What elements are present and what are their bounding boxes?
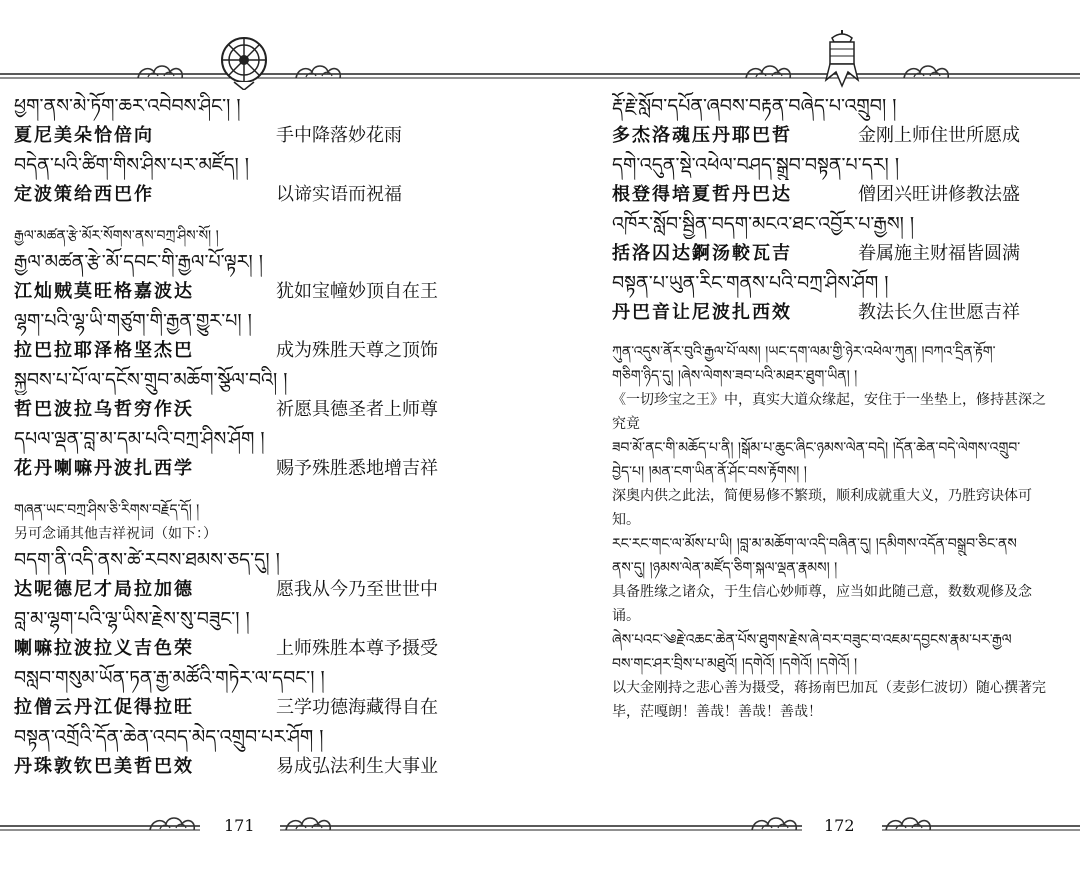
cloud-divider-icon — [746, 66, 790, 78]
phonetic-text: 达呢德尼才局拉加德 — [14, 579, 194, 600]
chinese-translation: 犹如宝幢妙顶自在王 — [276, 281, 438, 302]
verse-row — [14, 180, 464, 210]
tibetan-line: སྐྱབས་པ་པོ་ལ་དངོས་གྲུབ་མཆོག་སྩོལ་བའི། ། — [14, 369, 288, 391]
tibetan-line: དཔལ་ལྡན་བླ་མ་དམ་པའི་བཀྲ་ཤིས་ཤོག ། — [14, 428, 265, 450]
chinese-paragraph: 具备胜缘之诸众，于生信心妙师尊，应当如此随己意，数数观修及念诵。 — [612, 584, 1032, 624]
phonetic-text: 花丹喇嘛丹波扎西学 — [14, 458, 194, 479]
phonetic-text: 多杰洛魂压丹耶巴哲 — [612, 125, 792, 146]
chinese-translation: 上师殊胜本尊予摄受 — [276, 638, 438, 659]
phonetic-text: 拉巴拉耶泽格坚杰巴 — [14, 340, 194, 361]
verse-row — [14, 121, 464, 151]
tibetan-line-small: ཀུན་འདུས་ནོར་བུའི་རྒྱལ་པོ་ལས། །ཡང་དག་ལམ་གྱི་ཉེར་འཕེལ་ཀུན། །བཀའ་དྲིན་རྟོག་ — [612, 344, 996, 360]
verse-row — [14, 693, 464, 723]
phonetic-text: 江灿贼莫旺格嘉波达 — [14, 281, 194, 302]
phonetic-text: 定波策给西巴作 — [14, 184, 154, 205]
cloud-divider-icon — [904, 66, 948, 78]
tibetan-line-small: གཅིག་ཉིད་དུ། །ཞེས་ལེགས་ཟབ་པའི་མཐར་ཐུག་ཡིན། ། — [612, 368, 858, 384]
tibetan-line: དགེ་འདུན་སྡེ་འཕེལ་བཤད་སྒྲུབ་བསྟན་པ་དར། ། — [612, 154, 900, 176]
verse-row — [14, 634, 464, 664]
phonetic-text: 丹珠敦钦巴美哲巴效 — [14, 756, 194, 777]
verse-row — [612, 121, 1052, 151]
chinese-translation: 手中降落妙花雨 — [276, 125, 402, 146]
tibetan-line: བསྟན་པ་ཡུན་རིང་གནས་པའི་བཀྲ་ཤིས་ཤོག ། — [612, 272, 889, 294]
phonetic-text: 拉僧云丹江促得拉旺 — [14, 697, 194, 718]
chinese-translation: 眷属施主财福皆圆满 — [858, 243, 1020, 264]
cloud-divider-icon — [752, 818, 796, 830]
tibetan-line: འཁོར་སློབ་སྦྱིན་བདག་མངའ་ཐང་འབྱོར་པ་རྒྱས། ། — [612, 213, 915, 235]
chinese-translation: 金刚上师住世所愿成 — [858, 125, 1020, 146]
tibetan-line: ཕྱག་ནས་མེ་ཏོག་ཆར་འབེབས་ཤིང་། ། — [14, 95, 241, 117]
chinese-paragraph: 深奥内供之此法，简便易修不繁琐，顺利成就重大义，乃胜窍诀体可知。 — [612, 488, 1032, 528]
cloud-divider-icon — [286, 818, 330, 830]
verse-row — [14, 277, 464, 307]
tibetan-line: བླ་མ་ལྷག་པའི་ལྷ་ཡིས་རྗེས་སུ་བཟུང་། ། — [14, 608, 250, 630]
tibetan-line: རྡོ་རྗེ་སློབ་དཔོན་ཞབས་བརྟན་བཞེད་པ་འགྲུབ། ། — [612, 95, 897, 117]
verse-row — [612, 239, 1052, 269]
page-number: 171 — [224, 816, 255, 835]
chinese-translation: 愿我从今乃至世世中 — [276, 579, 438, 600]
instruction-note: 另可念诵其他吉祥祝词（如下：） — [14, 526, 217, 542]
phonetic-text: 夏尼美朵恰倍向 — [14, 125, 154, 146]
right-content — [612, 92, 1052, 724]
tibetan-heading: རྒྱལ་མཚན་རྩེ་མོར་སོགས་ནས་བཀྲ་ཤིས་སོ། ། — [14, 228, 219, 244]
tibetan-line-small: ནས་དུ། །ཉམས་ལེན་མཛོད་ཅིག་སྐལ་ལྡན་རྣམས། ། — [612, 560, 838, 576]
chinese-translation: 祈愿具德圣者上师尊 — [276, 399, 438, 420]
tibetan-line: བདག་ནི་འདི་ནས་ཚེ་རབས་ཐམས་ཅད་དུ། ། — [14, 549, 280, 571]
phonetic-text: 哲巴波拉乌哲穷作沃 — [14, 399, 194, 420]
dharma-wheel-icon — [222, 38, 266, 90]
verse-row — [612, 180, 1052, 210]
cloud-divider-icon — [296, 66, 340, 78]
cloud-divider-icon — [150, 818, 194, 830]
verse-row — [14, 454, 464, 484]
phonetic-text: 喇嘛拉波拉义吉色荣 — [14, 638, 194, 659]
right-page — [540, 0, 1080, 894]
tibetan-line: བསླབ་གསུམ་ཡོན་ཏན་རྒྱ་མཚོའི་གཏེར་ལ་དབང་། ། — [14, 667, 325, 689]
tibetan-line-small: རང་རང་གང་ལ་མོས་པ་ཡི། །བླ་མ་མཆོག་ལ་འདི་བཞིན་དུ། །དམིགས་འདོན་བསྒྲུབ་ཅིང་ནས — [612, 536, 1017, 552]
chinese-translation: 僧团兴旺讲修教法盛 — [858, 184, 1020, 205]
chinese-translation: 赐予殊胜悉地增吉祥 — [276, 458, 438, 479]
bottom-ornament-band — [0, 808, 540, 848]
tibetan-line-small: བས་གང་ཤར་བྲིས་པ་མཐུའོ། །དགེའོ། །དགེའོ། །དགེའོ། ། — [612, 656, 858, 672]
chinese-translation: 成为殊胜天尊之顶饰 — [276, 340, 438, 361]
tibetan-heading: གཞན་ཡང་བཀྲ་ཤིས་ཅི་རིགས་བརྗོད་དོ། ། — [14, 502, 200, 518]
tibetan-line-small: ཟབ་མོ་ནང་གི་མཆོད་པ་ནི། །སྒོམ་པ་ཆུང་ཞིང་ཉམས་ལེན་བདེ། །དོན་ཆེན་བདེ་ལེགས་འགྲུབ་ — [612, 440, 1021, 456]
chinese-paragraph: 以大金刚持之悲心善为摄受，蒋扬南巴加瓦（麦彭仁波切）随心撰著完毕，茫嘎朗！善哉！善哉！善哉！ — [612, 680, 1046, 720]
chinese-translation: 易成弘法利生大事业 — [276, 756, 438, 777]
phonetic-text: 根登得培夏哲丹巴达 — [612, 184, 792, 205]
verse-row — [14, 575, 464, 605]
bottom-ornament-band — [540, 808, 1080, 848]
verse-row — [14, 395, 464, 425]
top-ornament-band — [0, 30, 540, 90]
tibetan-line-small: ཞེས་པའང་༄རྗེ་འཆང་ཆེན་པོས་ཐུགས་རྗེས་ཞེ་བར་བཟུང་བ་འཇམ་དབྱངས་རྣམ་པར་རྒྱལ — [612, 632, 1012, 648]
chinese-translation: 教法长久住世愿吉祥 — [858, 302, 1020, 323]
verse-row — [14, 752, 464, 782]
chinese-translation: 三学功德海藏得自在 — [276, 697, 438, 718]
page-number: 172 — [824, 816, 855, 835]
left-content — [14, 92, 464, 782]
top-ornament-band — [540, 30, 1080, 90]
phonetic-text: 括洛囚达錒汤較瓦吉 — [612, 243, 792, 264]
chinese-translation: 以谛实语而祝福 — [276, 184, 402, 205]
phonetic-text: 丹巴音让尼波扎西效 — [612, 302, 792, 323]
tibetan-line: རྒྱལ་མཚན་རྩེ་མོ་དབང་གི་རྒྱལ་པོ་ལྟར། ། — [14, 251, 264, 273]
chinese-paragraph: 《一切珍宝之王》中，真实大道众缘起，安住于一坐垫上，修持甚深之究竟 — [612, 392, 1046, 432]
verse-row — [612, 298, 1052, 328]
tibetan-line: བསྟན་འགྲོའི་དོན་ཆེན་འབད་མེད་འགྲུབ་པར་ཤོག ། — [14, 726, 324, 748]
tibetan-line: ལྷག་པའི་ལྷ་ཡི་གཙུག་གི་རྒྱན་གྱུར་པ། ། — [14, 310, 252, 332]
cloud-divider-icon — [886, 818, 930, 830]
tibetan-line-small: བྱེད་པ། །མན་ངག་ཡིན་ནོ་ཤོང་བས་རྟོགས། ། — [612, 464, 807, 480]
verse-row — [14, 336, 464, 366]
tibetan-line: བདེན་པའི་ཚིག་གིས་ཤིས་པར་མཛོད། ། — [14, 154, 249, 176]
cloud-divider-icon — [138, 66, 182, 78]
